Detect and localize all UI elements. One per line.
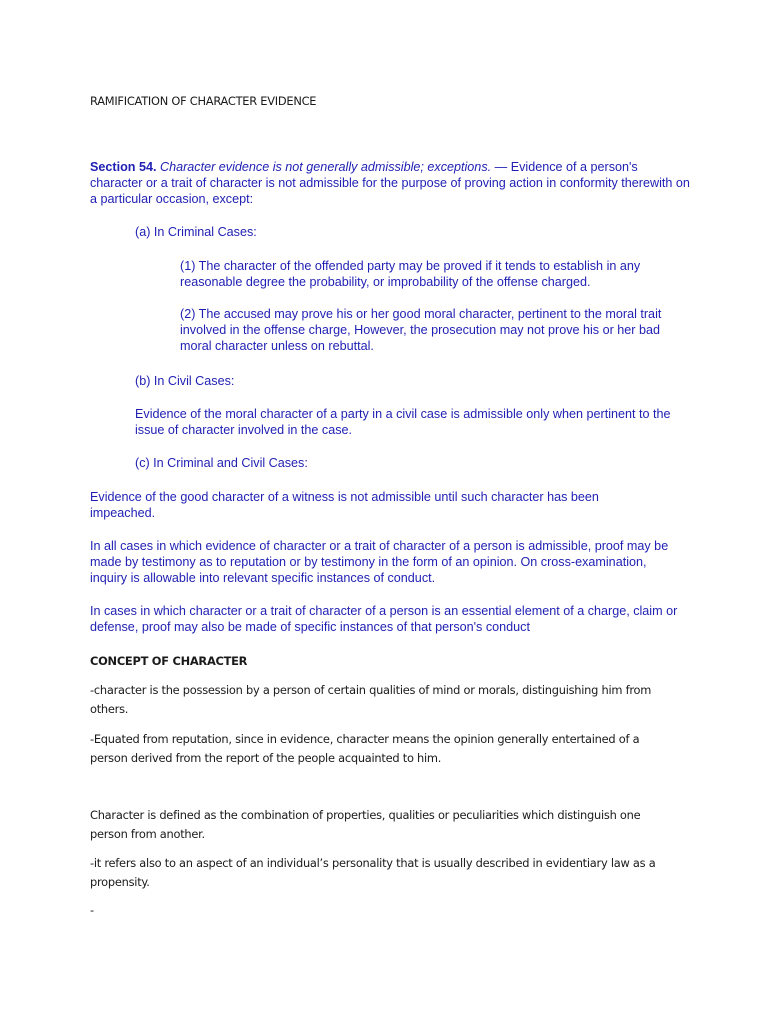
propensity-paragraph: -it refers also to an aspect of an individual’s personality that is usually described in evidentiary law as a propensity. xyxy=(90,856,656,889)
section-heading: Character evidence is not generally admissible; exceptions. xyxy=(160,160,492,174)
section-intro: — Evidence of a person's character or a trait of character is not admissible for the purpose of proving action in conformity therewith on a particular occasion, except: xyxy=(90,160,690,207)
trailing-dash: - xyxy=(90,903,94,917)
criminal-item-2: (2) The accused may prove his or her good moral character, pertinent to the moral trait involved in the offense charge, However, the prosecution may not prove his or her bad moral character unless on rebuttal. xyxy=(180,307,662,354)
document-title: RAMIFICATION OF CHARACTER EVIDENCE xyxy=(90,94,317,108)
section-54-paragraph xyxy=(90,159,690,208)
concept-paragraph-1: -character is the possession by a person of certain qualities of mind or morals, distinguishing him from others. xyxy=(90,683,652,716)
criminal-cases-heading: (a) In Criminal Cases: xyxy=(135,225,257,239)
definition-paragraph: Character is defined as the combination of properties, qualities or peculiarities which distinguish one person from another. xyxy=(90,808,641,841)
concept-paragraph-2: -Equated from reputation, since in evidence, character means the opinion generally entertained of a person derived from the report of the people acquainted to him. xyxy=(90,732,640,765)
criminal-item-1: (1) The character of the offended party may be proved if it tends to establish in any reasonable degree the probability, or improbability of the offense charged. xyxy=(180,259,641,290)
civil-cases-text: Evidence of the moral character of a party in a civil case is admissible only when pertinent to the issue of character involved in the case. xyxy=(135,407,671,438)
section-label: Section 54. xyxy=(90,160,157,174)
witness-paragraph: Evidence of the good character of a witness is not admissible until such character has been impeached. xyxy=(90,490,599,521)
all-cases-paragraph: In all cases in which evidence of character or a trait of character of a person is admissible, proof may be made by testimony as to reputation or by testimony in the form of an opinion. On cross-examination, inquiry is allowable into relevant specific instances of conduct. xyxy=(90,539,669,586)
concept-heading: CONCEPT OF CHARACTER xyxy=(90,654,248,668)
essential-element-paragraph: In cases in which character or a trait of character of a person is an essential element of a charge, claim or defense, proof may also be made of specific instances of that person's conduct xyxy=(90,604,678,635)
criminal-civil-heading: (c) In Criminal and Civil Cases: xyxy=(135,456,308,470)
civil-cases-heading: (b) In Civil Cases: xyxy=(135,374,235,388)
